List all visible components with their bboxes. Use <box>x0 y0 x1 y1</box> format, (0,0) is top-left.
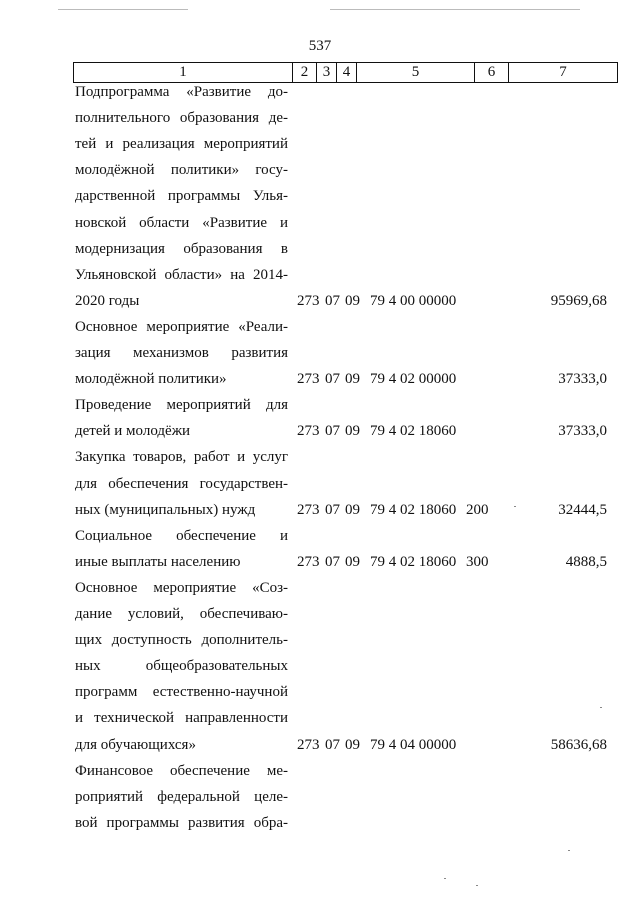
cell-c4: 09 <box>345 501 360 518</box>
table-row <box>0 188 640 214</box>
cell-c2: 273 <box>297 501 320 518</box>
scan-speck <box>568 850 570 851</box>
cell-c3: 07 <box>325 371 340 388</box>
cell-c6: 200 <box>466 501 489 518</box>
table-row <box>0 241 640 267</box>
cell-c7: 95969,68 <box>550 292 607 309</box>
table-row <box>0 606 640 632</box>
table-row <box>0 710 640 736</box>
cell-c7: 32444,5 <box>558 501 607 518</box>
cell-c2: 273 <box>297 553 320 570</box>
scan-speck <box>514 506 516 507</box>
cell-c5: 79 4 02 00000 <box>370 371 457 388</box>
table-row <box>0 371 640 397</box>
cell-c5: 79 4 02 18060 <box>370 553 457 570</box>
cell-c7: 37333,0 <box>558 371 607 388</box>
row-name-text: молодёжной политики» <box>75 371 227 388</box>
table-row <box>0 632 640 658</box>
table-row <box>0 658 640 684</box>
cell-c7: 4888,5 <box>565 553 607 570</box>
table-row <box>0 319 640 345</box>
column-header-6: 6 <box>475 63 509 83</box>
table-row <box>0 684 640 710</box>
cell-c4: 09 <box>345 553 360 570</box>
column-header-row <box>74 63 618 83</box>
table-row <box>0 110 640 136</box>
row-name-text: щих доступность дополнитель- <box>75 632 288 649</box>
table-row <box>0 449 640 475</box>
cell-c2: 273 <box>297 423 320 440</box>
row-name-text: 2020 годы <box>75 292 140 309</box>
scan-speck <box>444 878 446 879</box>
cell-c4: 09 <box>345 736 360 753</box>
cell-c4: 09 <box>345 292 360 309</box>
cell-c3: 07 <box>325 501 340 518</box>
row-name-text: Подпрограмма «Развитие до- <box>75 84 288 100</box>
column-header-table <box>73 62 618 83</box>
page-number: 537 <box>308 38 332 54</box>
row-name-text: программ естественно-научной <box>75 684 288 701</box>
cell-c2: 273 <box>297 292 320 309</box>
column-header-1: 1 <box>74 63 293 83</box>
table-row <box>0 528 640 554</box>
row-name-text: и технической направленности <box>75 710 288 727</box>
row-name-text: Проведение мероприятий для <box>75 397 288 414</box>
row-name-text: Основное мероприятие «Соз- <box>75 579 288 596</box>
table-row <box>0 397 640 423</box>
row-name-text: зация механизмов развития <box>75 345 288 361</box>
table-row <box>0 423 640 449</box>
scan-speck <box>476 885 478 886</box>
table-row <box>0 789 640 815</box>
table-row <box>0 502 640 528</box>
table-row <box>0 763 640 789</box>
table-row <box>0 476 640 502</box>
table-row <box>0 580 640 606</box>
cell-c7: 37333,0 <box>558 423 607 440</box>
cell-c3: 07 <box>325 423 340 440</box>
row-name-text: модернизация образования в <box>75 240 288 257</box>
cell-c7: 58636,68 <box>550 736 607 753</box>
cell-c6: 300 <box>466 553 489 570</box>
cell-c5: 79 4 02 18060 <box>370 423 457 440</box>
row-name-text: для обучающихся» <box>75 736 196 753</box>
row-name-text: для обеспечения государствен- <box>75 475 288 492</box>
row-name-text: дание условий, обеспечиваю- <box>75 606 288 622</box>
row-name-text: полнительного образования де- <box>75 110 288 127</box>
table-row <box>0 267 640 293</box>
cell-c3: 07 <box>325 736 340 753</box>
table-row <box>0 737 640 763</box>
table-row <box>0 554 640 580</box>
cell-c2: 273 <box>297 736 320 753</box>
row-name-text: Социальное обеспечение и <box>75 527 288 544</box>
column-header-2: 2 <box>293 63 317 83</box>
row-name-text: детей и молодёжи <box>75 423 191 440</box>
row-name-text: роприятий федеральной целе- <box>75 788 288 805</box>
scan-speck <box>600 707 602 708</box>
row-name-text: Ульяновской области» на 2014- <box>75 266 288 283</box>
table-row <box>0 345 640 371</box>
table-row <box>0 136 640 162</box>
column-header-4: 4 <box>337 63 357 83</box>
row-name-text: молодёжной политики» госу- <box>75 162 288 179</box>
row-name-text: ных общеобразовательных <box>75 658 288 675</box>
cell-c2: 273 <box>297 371 320 388</box>
table-row <box>0 815 640 841</box>
cell-c3: 07 <box>325 292 340 309</box>
row-name-text: дарственной программы Улья- <box>75 188 288 205</box>
column-header-7: 7 <box>509 63 618 83</box>
row-name-text: ных (муниципальных) нужд <box>75 501 256 518</box>
row-name-text: вой программы развития обра- <box>75 814 288 831</box>
table-row <box>0 293 640 319</box>
scan-artifact-line <box>330 9 580 10</box>
row-name-text: Закупка товаров, работ и услуг <box>75 449 288 466</box>
column-header-5: 5 <box>357 63 475 83</box>
cell-c3: 07 <box>325 553 340 570</box>
table-row <box>0 162 640 188</box>
row-name-text: иные выплаты населению <box>75 553 241 570</box>
row-name-text: новской области «Развитие и <box>75 214 288 231</box>
cell-c4: 09 <box>345 423 360 440</box>
table-row <box>0 215 640 241</box>
cell-c5: 79 4 00 00000 <box>370 292 457 309</box>
cell-c5: 79 4 02 18060 <box>370 501 457 518</box>
cell-c5: 79 4 04 00000 <box>370 736 457 753</box>
scan-artifact-line <box>58 9 188 10</box>
row-name-text: тей и реализация мероприятий <box>75 136 288 153</box>
column-header-3: 3 <box>317 63 337 83</box>
row-name-text: Финансовое обеспечение ме- <box>75 762 288 779</box>
table-row <box>0 84 640 110</box>
row-name-text: Основное мероприятие «Реали- <box>75 318 288 335</box>
cell-c4: 09 <box>345 371 360 388</box>
